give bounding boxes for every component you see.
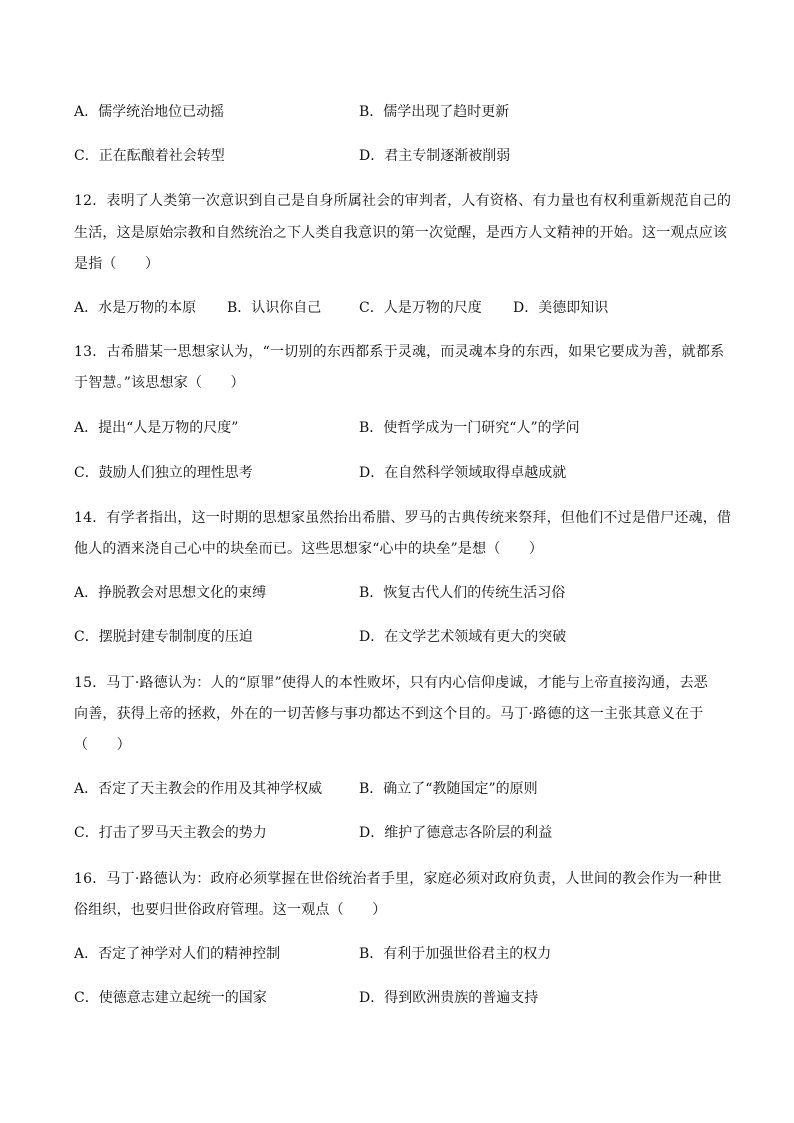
q12-stem-line-3: 是指（ ） xyxy=(74,256,160,272)
q11-option-c: C．正在酝酿着社会转型 xyxy=(74,148,225,164)
q13-stem-line-1: 13．古希腊某一思想家认为，“一切别的东西都系于灵魂，而灵魂本身的东西，如果它要成为善，就都系 xyxy=(74,344,725,360)
q14-stem-line-1: 14．有学者指出，这一时期的思想家虽然抬出希腊、罗马的古典传统来祭拜，但他们不过是借尸还魂，借 xyxy=(74,510,732,526)
q16-option-d: D．得到欧洲贵族的普遍支持 xyxy=(359,990,539,1006)
q15-option-a: A．否定了天主教会的作用及其神学权威 xyxy=(74,781,323,797)
q15-options-row-2 xyxy=(74,822,734,844)
q15-option-d: D．维护了德意志各阶层的利益 xyxy=(359,825,553,841)
q14-option-b: B．恢复古代人们的传统生活习俗 xyxy=(359,585,566,601)
q14-option-c: C．摆脱封建专制制度的压迫 xyxy=(74,629,253,645)
q14-stem-line-2: 他人的酒来浇自己心中的块垒而已。这些思想家“心中的块垒”是想（ ） xyxy=(74,541,544,557)
q14-options-row-2 xyxy=(74,626,734,648)
q13-stem-line-2: 于智慧。”该思想家（ ） xyxy=(74,375,245,391)
q16-stem-line-2: 俗组织，也要归世俗政府管理。这一观点（ ） xyxy=(74,902,387,918)
q12-option-c: C．人是万物的尺度 xyxy=(359,300,482,316)
q15-option-b: B．确立了“教随国定”的原则 xyxy=(359,781,538,797)
q11-option-d: D．君主专制逐渐被削弱 xyxy=(359,148,511,164)
q16-options-row-1 xyxy=(74,943,734,965)
q14-option-d: D．在文学艺术领域有更大的突破 xyxy=(359,629,567,645)
q11-options-row-1 xyxy=(74,101,734,123)
q16-stem-line-1: 16．马丁·路德认为：政府必须掌握在世俗统治者手里，家庭必须对政府负责，人世间的教会作为一种世 xyxy=(74,871,722,887)
q16-options-row-2 xyxy=(74,987,734,1009)
q15-stem-line-1: 15．马丁·路德认为：人的“原罪”使得人的本性败坏，只有内心信仰虔诚，才能与上帝直接沟通，去恶 xyxy=(74,675,708,691)
q12-stem-line-2: 生活，这是原始宗教和自然统治之下人类自我意识的第一次觉醒，是西方人文精神的开始。这一观点应该 xyxy=(74,225,728,241)
q15-stem-line-3: （ ） xyxy=(74,737,131,753)
q12-stem-line-1: 12．表明了人类第一次意识到自己是自身所属社会的审判者，人有资格、有力量也有权利重新规范自己的 xyxy=(74,193,732,209)
q16-option-b: B．有利于加强世俗君主的权力 xyxy=(359,946,552,962)
q11-option-b: B．儒学出现了趋时更新 xyxy=(359,104,510,120)
q14-options-row-1 xyxy=(74,582,734,604)
q12-option-a: A．水是万物的本原 xyxy=(74,300,197,316)
q13-option-c: C．鼓励人们独立的理性思考 xyxy=(74,465,253,481)
q15-stem-line-2: 向善，获得上帝的拯救，外在的一切苦修与事功都达不到这个目的。马丁·路德的这一主张其意义在于 xyxy=(74,706,704,722)
q13-options-row-2 xyxy=(74,462,734,484)
q14-option-a: A．挣脱教会对思想文化的束缚 xyxy=(74,585,267,601)
q16-option-c: C．使德意志建立起统一的国家 xyxy=(74,990,267,1006)
q11-options-row-2 xyxy=(74,145,734,167)
q12-option-d: D．美德即知识 xyxy=(513,300,609,316)
q12-options-row xyxy=(74,297,734,319)
q16-option-a: A．否定了神学对人们的精神控制 xyxy=(74,946,281,962)
q11-option-a: A．儒学统治地位已动摇 xyxy=(74,104,225,120)
q13-option-b: B．使哲学成为一门研究“人”的学问 xyxy=(359,420,580,436)
q15-options-row-1 xyxy=(74,778,734,800)
q13-option-a: A．提出“人是万物的尺度” xyxy=(74,420,239,436)
q13-option-d: D．在自然科学领域取得卓越成就 xyxy=(359,465,567,481)
q12-option-b: B．认识你自己 xyxy=(227,300,322,316)
q13-options-row-1 xyxy=(74,417,734,439)
q15-option-c: C．打击了罗马天主教会的势力 xyxy=(74,825,267,841)
